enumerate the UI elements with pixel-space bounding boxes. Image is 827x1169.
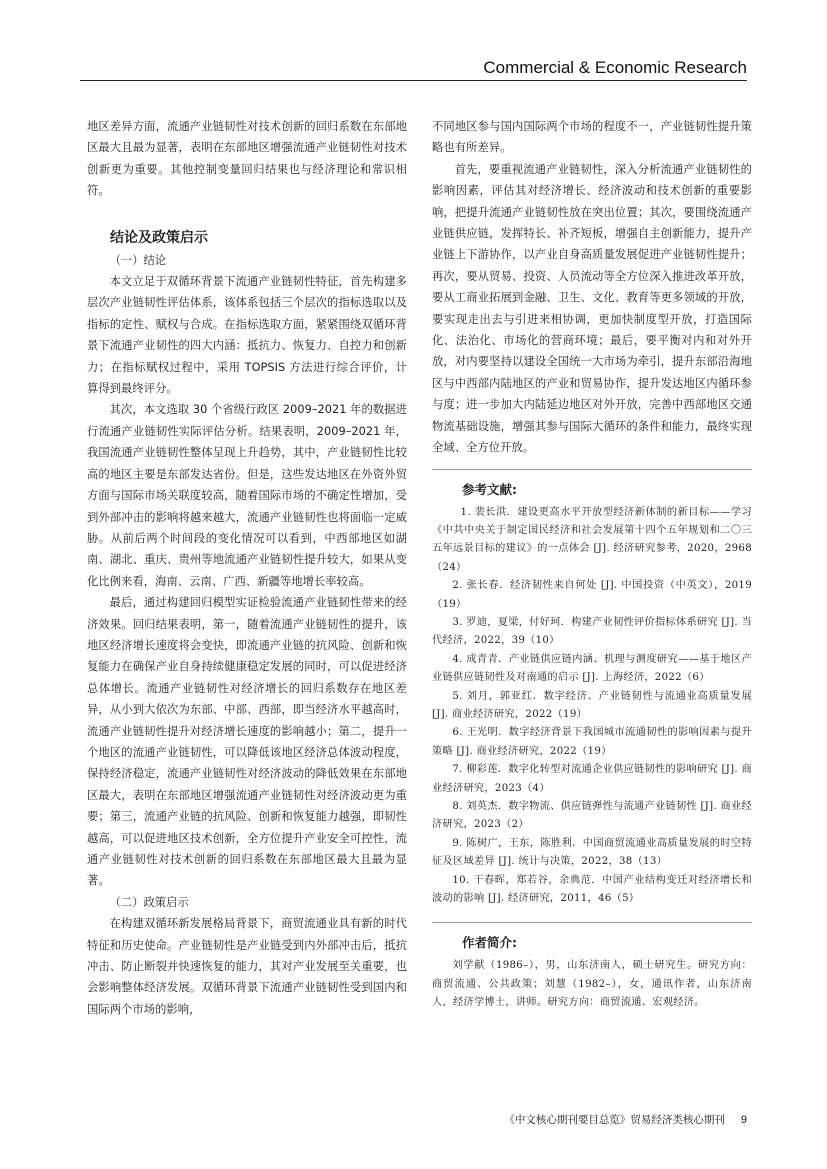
section-title: 结论及政策启示 <box>110 229 208 246</box>
paragraph: 首先，要重视流通产业链韧性，深入分析流通产业链韧性的影响因素，评估其对经济增长、经济波动和技术创新的重要影响，把提升流通产业链韧性放在突出位置；其次，要围绕流通产业链供应链，发挥特长、补齐短板，增强自主创新能力，提升产业链上下游协作，以产业自身高质量发展促进产业链韧性提升；再次，要从贸易、投资、人员流动等全方位深入推进改革开放，要从工商业拓展到金融、卫生、文化、教育等更多领域的开放，要实现走出去与引进来相协调，更加快制度型开放，打造国际化、法治化、市场化的营商环境；最后，要平衡对内和对外开放，对内要坚持以建设全国统一大市场为牵引，提升东部沿海地区与中西部内陆地区的产业和贸易协作，提升发达地区内循环参与度；进一步加大内陆延边地区对外开放，完善中西部地区交通物流基础设施，增强其参与国际大循环的条件和能力，最终实现全域、全方位开放。 <box>432 162 752 455</box>
paragraph: 在构建双循环新发展格局背景下，商贸流通业具有新的时代特征和历史使命。产业链韧性是产业链受到内外部冲击后，抵抗冲击、防止断裂并快速恢复的能力，其对产业发展至关重要，也会影响整体经济发展。双循环背景下流通产业链韧性受到国内和国际两个市场的影响， <box>87 917 407 1016</box>
reference-item: 7. 柳彩莲．数字化转型对流通企业供应链韧性的影响研究 [J]. 商业经济研究，2023（4） <box>432 764 752 794</box>
reference-item: 6. 王光明．数字经济背景下我国城市流通韧性的影响因素与提升策略 [J]. 商业经济研究，2022（19） <box>432 727 752 757</box>
subsection-conclusion: （一）结论 <box>109 253 167 267</box>
paragraph: 本文立足于双循环背景下流通产业链韧性特征，首先构建多层次产业链韧性评估体系，该体系包括三个层次的指标选取以及指标的定性、赋权与合成。在指标选取方面，紧紧围绕双循环背景下流通产业韧性的四大内涵：抵抗力、恢复力、自控力和创新力；在指标赋权过程中，采用 TOPSIS 方法进行综合评价，计算得到最终评分。 <box>87 275 407 396</box>
right-column <box>432 116 752 1013</box>
references-title: 参考文献: <box>462 481 517 497</box>
left-column <box>87 116 407 1020</box>
reference-item: 9. 陈树广，王东，陈胜利．中国商贸流通业高质量发展的时空特征及区域差异 [J]. 统计与决策，2022，38（13） <box>432 837 752 868</box>
references-divider <box>432 469 752 470</box>
paragraph: 其次，本文选取 30 个省级行政区 2009–2021 年的数据进行流通产业链韧性实际评估分析。结果表明，2009–2021 年，我国流通产业链韧性整体呈现上升趋势，其中，产业链韧性比较高的地区主要是东部发达省份。但是，这些发达地区在外资外贸方面与国际市场关联度较高，随着国际市场的不确定性增加，受到外部冲击的影响将越来越大，流通产业链韧性也将面临一定威胁。从前后两个时间段的变化情况可以看到，中西部地区如湖南、湖北、重庆、贵州等地流通产业链韧性提升较大，如果从变化比例来看，海南、云南、广西、新疆等地增长率较高。 <box>87 403 407 588</box>
paragraph: 最后，通过构建回归模型实证检验流通产业链韧性带来的经济效果。回归结果表明，第一，随着流通产业链韧性的提升，该地区经济增长速度将会变快，即流通产业链的抗风险、创新和恢复能力在确保产业自身持续健康稳定发展的同时，可以促进经济总体增长。流通产业链韧性对经济增长的回归系数存在地区差异，从小到大依次为东部、中部、西部，即当经济水平越高时，流通产业链韧性提升对经济增长速度的影响越小；第二，提升一个地区的流通产业链韧性，可以降低该地区经济总体波动程度，保持经济稳定，流通产业链韧性对经济波动的降低效果在东部地区最大，表明在东部地区增强流通产业链韧性对经济波动更为重要；第三，流通产业链的抗风险、创新和恢复能力越强，即韧性越高，可以促进地区技术创新，全方位提升产业安全可控性，流通产业链韧性对技术创新的回归系数在东部地区最大且最为显著。 <box>87 596 407 888</box>
reference-item: 1. 裴长洪．建设更高水平开放型经济新体制的新目标——学习《中共中央关于制定国民经济和社会发展第十四个五年规划和二〇三五年远景目标的建议》的一点体会 [J]. 经济研究参考，2020，2968（24） <box>432 506 752 573</box>
page-number: 9 <box>740 1114 747 1126</box>
author-bio: 刘学献（1986–），男，山东济南人，硕士研究生。研究方向：商贸流通、公共政策；刘慧（1982–），女，通讯作者，山东济南人，经济学博士，讲师。研究方向：商贸流通、宏观经济。 <box>432 960 752 1009</box>
reference-item: 3. 罗迪，夏梁，付好珂．构建产业韧性评价指标体系研究 [J]. 当代经济，2022，39（10） <box>432 616 752 647</box>
reference-item: 5. 刘月，郭亚红．数字经济、产业链韧性与流通业高质量发展 [J]. 商业经济研究，2022（19） <box>432 690 752 720</box>
reference-item: 2. 张长春．经济韧性来自何处 [J]. 中国投资（中英文），2019（19） <box>432 580 752 610</box>
subsection-policy: （二）政策启示 <box>109 895 189 909</box>
page-footer <box>504 1112 747 1127</box>
paragraph: 不同地区参与国内国际两个市场的程度不一，产业链韧性提升策略也有所差异。 <box>432 120 752 155</box>
footer-label: 《中文核心期刊要目总览》贸易经济类核心期刊 <box>504 1114 725 1126</box>
reference-item: 8. 刘英杰．数字物流、供应链弹性与流通产业链韧性 [J]. 商业经济研究，2023（2） <box>432 801 752 831</box>
intro-paragraph: 地区差异方面，流通产业链韧性对技术创新的回归系数在东部地区最大且最为显著，表明在东部地区增强流通产业链韧性对技术创新更为重要。其他控制变量回归结果也与经济理论和常识相符。 <box>87 120 407 198</box>
author-divider <box>432 922 752 923</box>
reference-item: 10. 干春晖，郑若谷，余典范．中国产业结构变迁对经济增长和波动的影响 [J]. 经济研究，2011，46（5） <box>432 874 752 905</box>
reference-item: 4. 成青青．产业链供应链内涵、机理与测度研究——基于地区产业链供应链韧性及对南通的启示 [J]. 上海经济，2022（6） <box>432 653 752 684</box>
reference-list <box>432 504 752 909</box>
author-title: 作者简介: <box>462 935 517 951</box>
journal-name: Commercial & Economic Research <box>483 58 747 77</box>
header-rule <box>80 80 747 81</box>
